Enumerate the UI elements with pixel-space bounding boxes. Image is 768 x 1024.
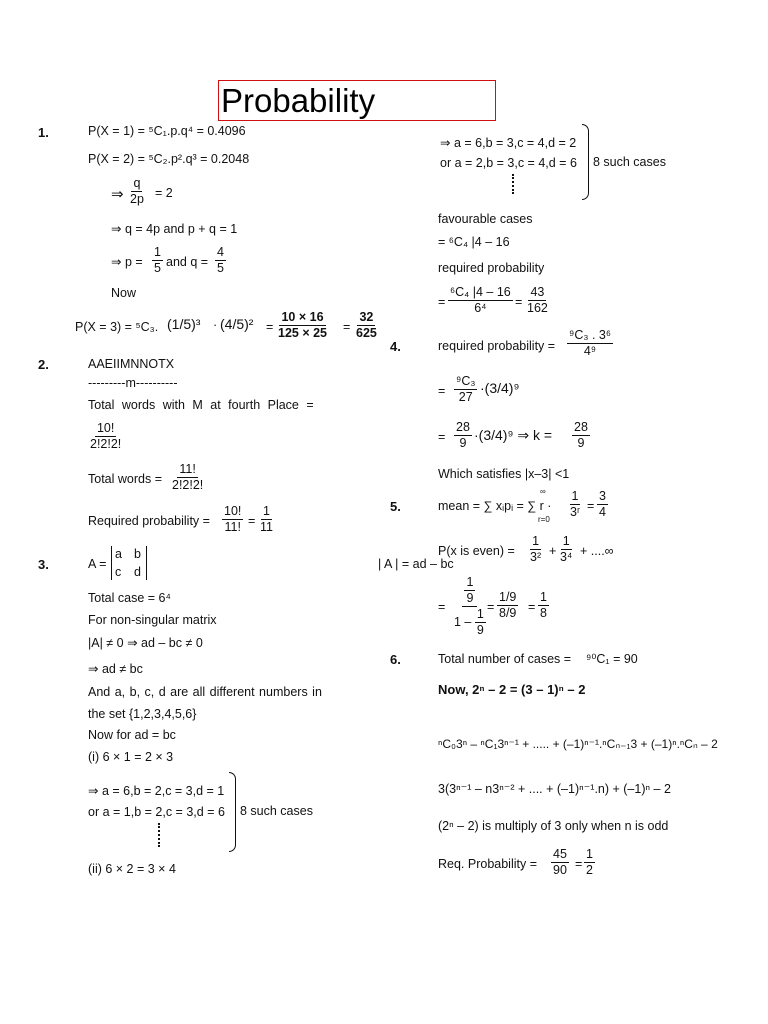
q5-cf-bot-frac (475, 608, 486, 637)
q1-l5-n1: 1 (152, 246, 163, 261)
q3-number: 3. (38, 557, 49, 572)
q5-even-frac1 (528, 535, 543, 564)
q5-cf-frac (452, 576, 488, 638)
q1-l5-frac1 (152, 246, 163, 275)
q5-even-n2: 1 (561, 535, 572, 550)
q2-rp-frac1 (222, 505, 243, 534)
q3-total: Total case = 6⁴ (88, 591, 171, 605)
q6-req-label: Req. Probability = (438, 857, 538, 871)
q6-now-line: Now, 2ⁿ – 2 = (3 – 1)ⁿ – 2 (438, 682, 586, 697)
q3-a21: c (115, 565, 122, 579)
q5-cf-d3: 8 (540, 606, 547, 621)
q3-r-note: 8 such cases (593, 155, 666, 169)
q5-even-d2: 3⁴ (560, 550, 573, 565)
q1-l3-num: q (131, 177, 142, 192)
q5-cf-n2: 1/9 (497, 591, 518, 606)
q2-rp-n2: 1 (261, 505, 272, 520)
q3-req-frac (448, 286, 513, 315)
q4-num: ⁹C₃ . 3⁶ (567, 329, 613, 344)
q4-number: 4. (390, 339, 401, 354)
q5-even-frac2 (558, 535, 574, 564)
q1-l5-mid: and q = (166, 255, 209, 269)
q2-word: AAEIIMNNOTX (88, 357, 175, 371)
q6-factor: 3(3ⁿ⁻¹ – n3ⁿ⁻² + .... + (–1)ⁿ⁻¹.n) + (–1)ⁿ – 2 (438, 782, 671, 796)
q4-frac (567, 329, 613, 358)
q5-mean-den: 3ʳ (570, 505, 580, 520)
q5-cf-top-n: 1 (464, 576, 475, 591)
q3-c1-dots (158, 823, 162, 847)
q2-rp-n1: 10! (222, 505, 243, 520)
q2-tw-num: 11! (177, 463, 197, 478)
q1-l7-frac2 (354, 311, 379, 340)
q4-l2-pow: ·(3/4)⁹ (480, 380, 520, 396)
q1-l7-d2: 625 (356, 326, 377, 341)
q6-total-label: Total number of cases = (438, 652, 572, 666)
q3-c1-a: ⇒ a = 6,b = 2,c = 3,d = 1 (88, 784, 225, 798)
q2-rp-label: Required probability = (88, 514, 210, 528)
q3-c1-note: 8 such cases (240, 804, 313, 818)
q3-req-eq2: = (515, 295, 523, 309)
q6-mult: (2ⁿ – 2) is multiply of 3 only when n is odd (438, 819, 669, 833)
q3-a12: b (134, 547, 141, 561)
q2-rp-frac2 (258, 505, 275, 534)
q5-mean-num: 1 (570, 490, 581, 505)
q5-mean-n2: 3 (597, 490, 608, 505)
q3-det-line: |A| ≠ 0 ⇒ ad – bc ≠ 0 (88, 636, 203, 650)
q3-req: required probability (438, 261, 545, 275)
q1-line1: P(X = 1) = ⁵C₁.p.q⁴ = 0.4096 (88, 124, 246, 138)
q3-r-dots (512, 174, 516, 194)
q2-tw-den: 2!2!2! (172, 478, 204, 493)
q4-l2-den: 27 (458, 390, 473, 405)
q2-frac1 (88, 422, 123, 451)
q3-diff-line: And a, b, c, d are all different numbers in (88, 685, 322, 699)
q1-now: Now (111, 286, 137, 300)
q6-req-frac (551, 848, 569, 877)
q4-label: required probability = (438, 339, 556, 353)
q2-rp-eq: = (248, 514, 256, 528)
q2-f1-den: 2!2!2! (90, 437, 122, 452)
q3-nowfor: Now for ad = bc (88, 728, 176, 742)
q5-mean-d2: 4 (599, 505, 606, 520)
q5-cf-top (462, 576, 477, 607)
q5-cf-eq3: = (528, 600, 536, 614)
q1-l5-pre: ⇒ p = (111, 255, 143, 269)
q3-case1: (i) 6 × 1 = 2 × 3 (88, 750, 174, 764)
q6-total-val: ⁹⁰C₁ = 90 (586, 652, 638, 666)
q3-req-n2: 43 (528, 286, 546, 301)
q1-l7-eq: = (266, 320, 274, 334)
q2-f1-num: 10! (95, 422, 116, 437)
q5-mean-eq: = (587, 499, 595, 513)
q2-rp-d2: 11 (260, 520, 273, 535)
q2-line3: Total words with M at fourth Place = (88, 398, 314, 412)
q3-req-den: 6⁴ (474, 301, 487, 316)
q5-cf-bot-pre: 1 – (454, 615, 472, 630)
q3-set-line: the set {1,2,3,4,5,6} (88, 707, 197, 721)
page-title: Probability (221, 82, 376, 119)
q5-cf-frac2 (497, 591, 518, 620)
q5-mean-frac2 (597, 490, 608, 519)
q1-l7-frac1 (276, 311, 329, 340)
q1-l3-pre: ⇒ (111, 186, 124, 203)
q4-den: 4⁹ (583, 344, 597, 359)
q1-l3-den: 2p (130, 192, 144, 207)
q4-l3-n2: 28 (572, 421, 590, 436)
q5-mean-frac (568, 490, 582, 519)
q3-r-b: or a = 2,b = 3,c = 4,d = 6 (440, 156, 577, 170)
q5-mean-label: mean = ∑ xᵢpᵢ = ∑ r · (438, 499, 552, 513)
q3-req-num: ⁶C₄ |4 – 16 (448, 286, 513, 301)
q3-nonsing: For non-singular matrix (88, 613, 217, 627)
q2-number: 2. (38, 357, 49, 372)
q6-req-num: 45 (551, 848, 569, 863)
q6-req-n2: 1 (584, 848, 595, 863)
q4-l3-num: 28 (454, 421, 472, 436)
q1-line2: P(X = 2) = ⁵C₂.p².q³ = 0.2048 (88, 152, 250, 166)
q1-number: 1. (38, 125, 49, 140)
q1-l3-post: = 2 (155, 186, 173, 200)
q1-l7-n1: 10 × 16 (279, 311, 325, 326)
q5-even-d1: 3² (530, 550, 542, 565)
q3-req-frac2 (525, 286, 550, 315)
q4-l2-num: ⁹C₃ (454, 375, 477, 390)
q1-l3-frac (128, 177, 146, 206)
q3-r-a: ⇒ a = 6,b = 3,c = 4,d = 2 (440, 136, 577, 150)
q1-l5-n2: 4 (215, 246, 226, 261)
q5-cf-bot-n: 1 (475, 608, 486, 623)
q2-tw-label: Total words = (88, 472, 162, 486)
q6-number: 6. (390, 652, 401, 667)
q2-dashes: ---------m---------- (88, 376, 178, 390)
q5-cf-top-d: 9 (466, 591, 474, 606)
q3-fav: favourable cases (438, 212, 533, 226)
q3-a22: d (134, 565, 141, 579)
q1-l7-eq2: = (343, 320, 351, 334)
q3-a-label: A = (88, 557, 107, 571)
q5-cf-top-frac (464, 576, 475, 605)
q3-ad-line: ⇒ ad ≠ bc (88, 662, 143, 676)
q5-even-n1: 1 (530, 535, 541, 550)
q4-l3-d2: 9 (577, 436, 585, 451)
q1-l5-frac2 (215, 246, 226, 275)
q5-even-plus: + (549, 544, 557, 558)
q5-cf-n3: 1 (538, 591, 549, 606)
q4-l3-frac2 (572, 421, 590, 450)
q4-sat: Which satisfies |x–3| <1 (438, 467, 570, 481)
q2-rp-d1: 11! (224, 520, 241, 535)
q5-sum-bot: r=0 (538, 515, 550, 524)
q4-l3-den: 9 (459, 436, 467, 451)
q6-req-d2: 2 (586, 863, 593, 878)
q1-l7-dot: · (213, 318, 218, 332)
q1-l7-n2: 32 (357, 311, 375, 326)
q6-req-eq: = (575, 857, 583, 871)
q5-cf-eq2: = (487, 600, 495, 614)
q5-cf-frac3 (538, 591, 549, 620)
q5-cf-d2: 8/9 (499, 606, 517, 621)
q1-line4: ⇒ q = 4p and p + q = 1 (111, 222, 238, 236)
q1-l7-d1: 125 × 25 (278, 326, 328, 341)
q4-l3-frac (454, 421, 472, 450)
q5-sum-top: ∞ (540, 487, 546, 496)
q2-tw-frac (170, 463, 205, 492)
q5-stray: | A | = ad – bc (378, 557, 454, 571)
q3-r-brace (582, 124, 589, 200)
q3-c1-brace (229, 772, 236, 852)
q3-req-d2: 162 (527, 301, 548, 316)
q1-l7-p2: (4/5)² (220, 316, 254, 332)
q4-l2-eq: = (438, 384, 446, 398)
q5-even-tail: + ....∞ (580, 544, 614, 558)
q1-l5-d2: 5 (217, 261, 224, 276)
q6-req-frac2 (584, 848, 595, 877)
q1-l7-pre: P(X = 3) = ⁵C₃. (75, 320, 159, 334)
q3-c1-b: or a = 1,b = 2,c = 3,d = 6 (88, 805, 225, 819)
q6-expand: ⁿC₀3ⁿ – ⁿC₁3ⁿ⁻¹ + ..... + (–1)ⁿ⁻¹.ⁿCₙ₋₁3 + (–1)ⁿ.ⁿCₙ – 2 (438, 737, 718, 751)
q5-even-label: P(x is even) = (438, 544, 515, 558)
q3-a11: a (115, 547, 122, 561)
q5-cf-bot-d: 9 (476, 623, 484, 638)
q3-case2: (ii) 6 × 2 = 3 × 4 (88, 862, 176, 876)
q3-fav-expr: = ⁶C₄ |4 – 16 (438, 235, 510, 249)
q4-l3-eq: = (438, 430, 446, 444)
q6-req-den: 90 (553, 863, 567, 878)
q5-number: 5. (390, 499, 401, 514)
q4-l2-frac (454, 375, 477, 404)
q5-cf-bot (452, 607, 488, 637)
q1-l7-p1: (1/5)³ (167, 316, 201, 332)
q4-l3-pow: ·(3/4)⁹ ⇒ k = (474, 427, 553, 443)
q5-cf-eq: = (438, 600, 446, 614)
q1-l5-d1: 5 (154, 261, 161, 276)
q3-req-eq: = (438, 295, 446, 309)
